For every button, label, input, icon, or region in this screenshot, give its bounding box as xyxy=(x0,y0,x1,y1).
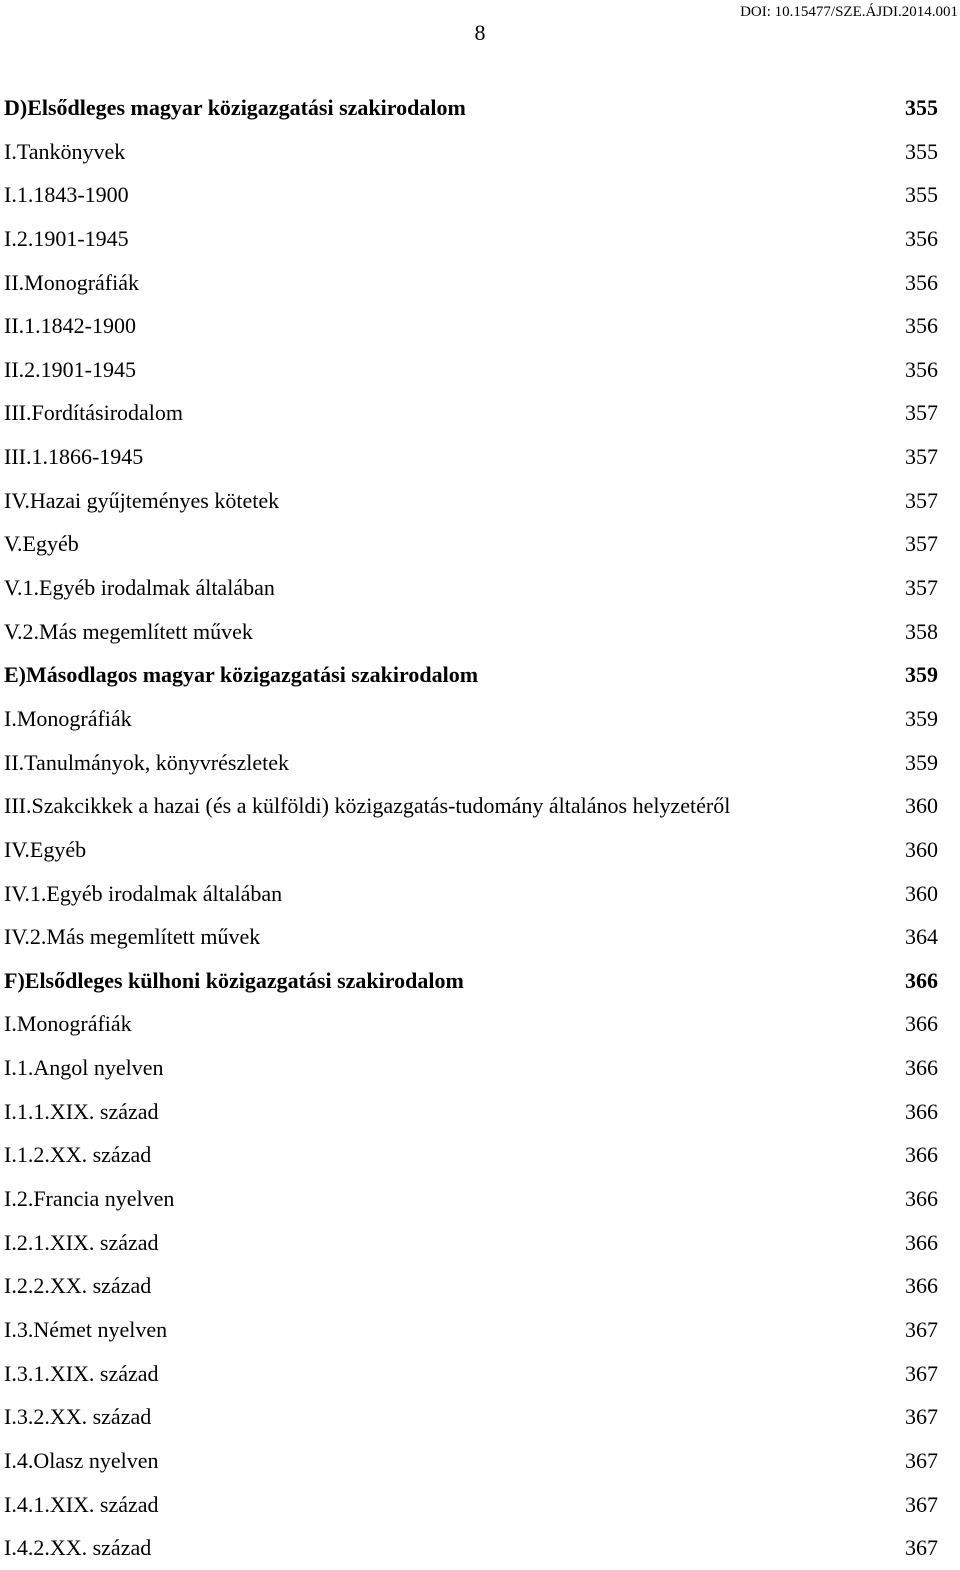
toc-entry xyxy=(4,1002,938,1046)
toc-entry-page-number: 359 xyxy=(905,662,938,688)
toc-entry-title: V.Egyéb xyxy=(4,531,79,557)
toc-entry-title: I.1.1.XIX. század xyxy=(4,1098,159,1124)
toc-entry xyxy=(4,1133,938,1177)
toc-entry-page-number: 355 xyxy=(905,182,938,208)
toc-entry-title: IV.Egyéb xyxy=(4,836,87,862)
toc-entry-title: F)Elsődleges külhoni közigazgatási szakirodalom xyxy=(4,967,464,993)
toc-entry xyxy=(4,828,938,872)
toc-entry xyxy=(4,479,938,523)
toc-entry-title: II.Tanulmányok, könyvrészletek xyxy=(4,749,289,775)
toc-entry-page-number: 357 xyxy=(905,531,938,557)
toc-entry-page-number: 366 xyxy=(905,1229,938,1255)
toc-entry-page-number: 366 xyxy=(905,1273,938,1299)
toc-entry-page-number: 366 xyxy=(905,1186,938,1212)
toc-entry-page-number: 357 xyxy=(905,487,938,513)
page-number: 8 xyxy=(474,20,486,45)
toc-entry-title: I.2.Francia nyelven xyxy=(4,1186,175,1212)
toc-entry-title: I.Monográfiák xyxy=(4,1011,132,1037)
toc-entry-title: I.3.1.XIX. század xyxy=(4,1360,159,1386)
toc-entry-page-number: 364 xyxy=(905,924,938,950)
toc-entry xyxy=(4,1264,938,1308)
toc-entry-title: III.1.1866-1945 xyxy=(4,444,144,470)
toc-entry xyxy=(4,1308,938,1352)
toc-entry xyxy=(4,522,938,566)
toc-entry-page-number: 357 xyxy=(905,444,938,470)
toc-entry-page-number: 367 xyxy=(905,1360,938,1386)
toc-entry-page-number: 355 xyxy=(905,138,938,164)
toc-entry-title: V.1.Egyéb irodalmak általában xyxy=(4,575,275,601)
toc-entry-title: I.2.2.XX. század xyxy=(4,1273,152,1299)
toc-entry xyxy=(4,1395,938,1439)
toc-entry-title: III.Szakcikkek a hazai (és a külföldi) közigazgatás-tudomány általános helyzetéről xyxy=(4,793,731,819)
toc-entry-page-number: 366 xyxy=(905,967,938,993)
toc-entry-title: I.2.1.XIX. század xyxy=(4,1229,159,1255)
toc-entry-title: I.1.1843-1900 xyxy=(4,182,129,208)
toc-entry-title: I.1.Angol nyelven xyxy=(4,1055,164,1081)
toc-entry xyxy=(4,697,938,741)
toc-entry-page-number: 357 xyxy=(905,575,938,601)
toc-entry-title: I.1.2.XX. század xyxy=(4,1142,152,1168)
toc-entry xyxy=(4,1090,938,1134)
toc-entry xyxy=(4,304,938,348)
toc-entry xyxy=(4,1221,938,1265)
toc-entry xyxy=(4,1526,938,1570)
toc-entry-title: I.3.2.XX. század xyxy=(4,1404,152,1430)
doi-label: DOI: 10.15477/SZE.ÁJDI.2014.001 xyxy=(740,4,958,20)
toc-entry-page-number: 359 xyxy=(905,705,938,731)
toc-entry xyxy=(4,130,938,174)
toc-entry-title: E)Másodlagos magyar közigazgatási szakirodalom xyxy=(4,662,479,688)
toc-entry-title: I.3.Német nyelven xyxy=(4,1316,168,1342)
toc-entry-title: I.Tankönyvek xyxy=(4,138,126,164)
toc-entry-page-number: 356 xyxy=(905,356,938,382)
toc-entry xyxy=(4,1177,938,1221)
toc-entry xyxy=(4,1439,938,1483)
toc-entry-title: I.4.1.XIX. század xyxy=(4,1491,159,1517)
toc-entry xyxy=(4,610,938,654)
toc-entry-page-number: 366 xyxy=(905,1011,938,1037)
toc-entry-title: IV.Hazai gyűjteményes kötetek xyxy=(4,487,280,513)
toc-entry xyxy=(4,741,938,785)
toc-entry xyxy=(4,784,938,828)
toc-entry xyxy=(4,1352,938,1396)
toc-entry xyxy=(4,391,938,435)
toc-entry-page-number: 367 xyxy=(905,1404,938,1430)
toc-entry-title: I.Monográfiák xyxy=(4,705,132,731)
toc-entry xyxy=(4,217,938,261)
toc-section-heading xyxy=(4,959,938,1003)
toc-entry xyxy=(4,566,938,610)
toc-entry xyxy=(4,1483,938,1527)
toc-entry-title: I.4.2.XX. század xyxy=(4,1535,152,1561)
toc-entry-title: I.2.1901-1945 xyxy=(4,225,129,251)
toc-entry-page-number: 366 xyxy=(905,1055,938,1081)
toc-entry-title: V.2.Más megemlített művek xyxy=(4,618,253,644)
toc-entry-page-number: 366 xyxy=(905,1142,938,1168)
toc-entry-page-number: 357 xyxy=(905,400,938,426)
toc-entry-page-number: 359 xyxy=(905,749,938,775)
toc-entry-title: I.4.Olasz nyelven xyxy=(4,1447,159,1473)
toc-entry-title: IV.1.Egyéb irodalmak általában xyxy=(4,880,283,906)
toc-entry xyxy=(4,872,938,916)
toc-entry-page-number: 356 xyxy=(905,225,938,251)
toc-entry-page-number: 367 xyxy=(905,1447,938,1473)
toc-entry-title: D)Elsődleges magyar közigazgatási szakirodalom xyxy=(4,95,466,120)
toc-entry-title: IV.2.Más megemlített művek xyxy=(4,924,261,950)
toc-entry-page-number: 358 xyxy=(905,618,938,644)
toc-entry xyxy=(4,1046,938,1090)
toc-entry-page-number: 367 xyxy=(905,1535,938,1561)
toc-entry-page-number: 356 xyxy=(905,269,938,295)
toc-entry-title: II.2.1901-1945 xyxy=(4,356,136,382)
toc-entry-title: II.1.1842-1900 xyxy=(4,313,136,339)
toc-entry xyxy=(4,435,938,479)
table-of-contents xyxy=(4,86,938,1570)
toc-section-heading xyxy=(4,86,938,130)
toc-entry-page-number: 360 xyxy=(905,836,938,862)
toc-entry-page-number: 360 xyxy=(905,793,938,819)
toc-entry-page-number: 355 xyxy=(905,95,938,120)
toc-entry-page-number: 360 xyxy=(905,880,938,906)
toc-entry-page-number: 367 xyxy=(905,1316,938,1342)
toc-entry-page-number: 356 xyxy=(905,313,938,339)
toc-entry-title: III.Fordításirodalom xyxy=(4,400,184,426)
toc-entry-page-number: 366 xyxy=(905,1098,938,1124)
toc-section-heading xyxy=(4,653,938,697)
toc-entry-title: II.Monográfiák xyxy=(4,269,140,295)
toc-entry-page-number: 367 xyxy=(905,1491,938,1517)
toc-entry xyxy=(4,915,938,959)
toc-entry xyxy=(4,173,938,217)
toc-entry xyxy=(4,348,938,392)
toc-entry xyxy=(4,261,938,305)
